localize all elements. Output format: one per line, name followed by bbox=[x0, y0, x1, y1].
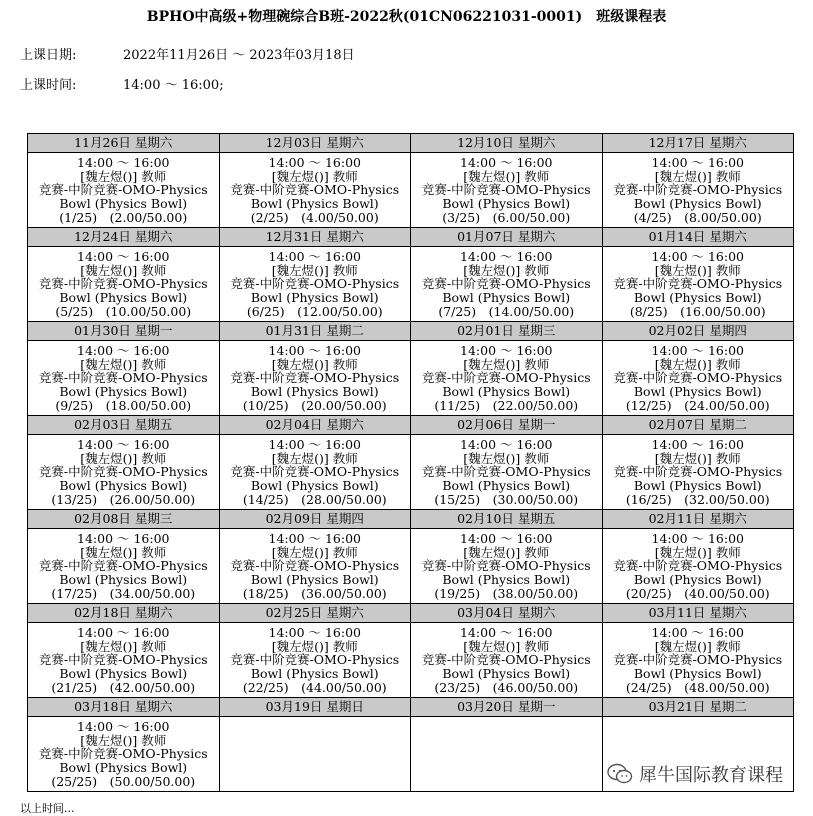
session-details bbox=[411, 529, 602, 601]
session-cell bbox=[411, 698, 603, 792]
session-cell bbox=[28, 604, 220, 698]
session-cell bbox=[220, 228, 412, 322]
session-teacher: [魏左煜()] 教师 bbox=[463, 638, 550, 654]
session-cell bbox=[603, 322, 795, 416]
session-time: 14:00 ～ 16:00 bbox=[268, 249, 361, 264]
session-teacher: [魏左煜()] 教师 bbox=[463, 168, 550, 184]
session-teacher: [魏左煜()] 教师 bbox=[654, 168, 741, 184]
session-course2: Bowl (Physics Bowl) bbox=[59, 666, 188, 682]
session-date-header: 01月07日 星期六 bbox=[411, 228, 602, 247]
session-time: 14:00 ～ 16:00 bbox=[460, 249, 553, 264]
session-course2: Bowl (Physics Bowl) bbox=[633, 572, 762, 588]
session-course2: Bowl (Physics Bowl) bbox=[250, 384, 379, 400]
session-details bbox=[411, 341, 602, 413]
session-progress: (22/25) (44.00/50.00) bbox=[242, 679, 387, 695]
session-details bbox=[603, 529, 794, 601]
session-progress: (16/25) (32.00/50.00) bbox=[625, 491, 770, 507]
schedule-grid bbox=[27, 133, 794, 792]
session-cell bbox=[411, 322, 603, 416]
session-course2: Bowl (Physics Bowl) bbox=[59, 290, 188, 306]
session-time: 14:00 ～ 16:00 bbox=[651, 531, 744, 546]
session-details bbox=[603, 153, 794, 225]
session-details bbox=[220, 529, 411, 601]
session-course1: 竞赛-中阶竞赛-OMO-Physics bbox=[421, 276, 591, 292]
watermark-text: 犀牛国际教育课程 bbox=[639, 765, 783, 786]
session-date-header: 02月18日 星期六 bbox=[28, 604, 219, 623]
session-date-header: 03月21日 星期二 bbox=[603, 698, 794, 717]
session-course2: Bowl (Physics Bowl) bbox=[250, 666, 379, 682]
session-date-header: 11月26日 星期六 bbox=[28, 134, 219, 153]
session-course1: 竞赛-中阶竞赛-OMO-Physics bbox=[613, 558, 783, 574]
session-date-header: 02月02日 星期四 bbox=[603, 322, 794, 341]
session-details bbox=[28, 435, 219, 507]
session-date-header: 02月25日 星期六 bbox=[220, 604, 411, 623]
schedule-date-row bbox=[20, 44, 355, 63]
session-course1: 竞赛-中阶竞赛-OMO-Physics bbox=[230, 370, 400, 386]
session-teacher: [魏左煜()] 教师 bbox=[654, 544, 741, 560]
session-details bbox=[411, 717, 602, 720]
session-date-header: 02月04日 星期六 bbox=[220, 416, 411, 435]
session-date-header: 02月08日 星期三 bbox=[28, 510, 219, 529]
session-details bbox=[411, 435, 602, 507]
session-date-header: 02月07日 星期二 bbox=[603, 416, 794, 435]
session-cell bbox=[28, 698, 220, 792]
session-details bbox=[603, 623, 794, 695]
session-teacher: [魏左煜()] 教师 bbox=[271, 638, 358, 654]
session-cell bbox=[411, 604, 603, 698]
session-progress: (7/25) (14.00/50.00) bbox=[438, 303, 575, 319]
session-cell bbox=[28, 322, 220, 416]
session-course1: 竞赛-中阶竞赛-OMO-Physics bbox=[230, 464, 400, 480]
session-cell bbox=[28, 510, 220, 604]
session-teacher: [魏左煜()] 教师 bbox=[463, 356, 550, 372]
session-progress: (6/25) (12.00/50.00) bbox=[246, 303, 383, 319]
session-teacher: [魏左煜()] 教师 bbox=[463, 544, 550, 560]
session-course2: Bowl (Physics Bowl) bbox=[442, 290, 571, 306]
session-date-header: 12月31日 星期六 bbox=[220, 228, 411, 247]
session-progress: (9/25) (18.00/50.00) bbox=[55, 397, 192, 413]
session-progress: (15/25) (30.00/50.00) bbox=[434, 491, 579, 507]
session-details bbox=[28, 153, 219, 225]
session-course2: Bowl (Physics Bowl) bbox=[59, 572, 188, 588]
session-cell bbox=[220, 510, 412, 604]
session-course2: Bowl (Physics Bowl) bbox=[250, 478, 379, 494]
session-course2: Bowl (Physics Bowl) bbox=[250, 572, 379, 588]
session-teacher: [魏左煜()] 教师 bbox=[654, 638, 741, 654]
page-title: BPHO中高级+物理碗综合B班-2022秋(01CN06221031-0001) 班级课程表 bbox=[146, 9, 667, 25]
session-course2: Bowl (Physics Bowl) bbox=[442, 666, 571, 682]
session-details bbox=[603, 717, 794, 720]
date-label: 上课日期: bbox=[20, 48, 77, 63]
session-progress: (18/25) (36.00/50.00) bbox=[242, 585, 387, 601]
session-course1: 竞赛-中阶竞赛-OMO-Physics bbox=[421, 464, 591, 480]
session-course1: 竞赛-中阶竞赛-OMO-Physics bbox=[613, 276, 783, 292]
session-course2: Bowl (Physics Bowl) bbox=[59, 760, 188, 776]
session-course1: 竞赛-中阶竞赛-OMO-Physics bbox=[38, 746, 208, 762]
session-date-header: 12月10日 星期六 bbox=[411, 134, 602, 153]
session-progress: (2/25) (4.00/50.00) bbox=[250, 209, 379, 225]
session-date-header: 03月19日 星期日 bbox=[220, 698, 411, 717]
time-value: 14:00 ～ 16:00; bbox=[123, 78, 224, 93]
session-course1: 竞赛-中阶竞赛-OMO-Physics bbox=[613, 652, 783, 668]
session-date-header: 03月20日 星期一 bbox=[411, 698, 602, 717]
session-teacher: [魏左煜()] 教师 bbox=[80, 732, 167, 748]
session-course2: Bowl (Physics Bowl) bbox=[250, 290, 379, 306]
session-time: 14:00 ～ 16:00 bbox=[268, 437, 361, 452]
session-cell bbox=[411, 510, 603, 604]
session-cell bbox=[28, 134, 220, 228]
session-date-header: 12月17日 星期六 bbox=[603, 134, 794, 153]
footer-note: 以上时间... bbox=[20, 802, 75, 815]
session-progress: (24/25) (48.00/50.00) bbox=[625, 679, 770, 695]
session-course1: 竞赛-中阶竞赛-OMO-Physics bbox=[421, 652, 591, 668]
session-time: 14:00 ～ 16:00 bbox=[651, 437, 744, 452]
session-cell bbox=[220, 416, 412, 510]
session-date-header: 02月09日 星期四 bbox=[220, 510, 411, 529]
session-date-header: 01月31日 星期二 bbox=[220, 322, 411, 341]
session-course1: 竞赛-中阶竞赛-OMO-Physics bbox=[38, 558, 208, 574]
session-progress: (1/25) (2.00/50.00) bbox=[59, 209, 188, 225]
session-time: 14:00 ～ 16:00 bbox=[651, 343, 744, 358]
session-time: 14:00 ～ 16:00 bbox=[651, 625, 744, 640]
session-course1: 竞赛-中阶竞赛-OMO-Physics bbox=[613, 182, 783, 198]
session-time: 14:00 ～ 16:00 bbox=[651, 249, 744, 264]
session-time: 14:00 ～ 16:00 bbox=[77, 155, 170, 170]
session-teacher: [魏左煜()] 教师 bbox=[80, 262, 167, 278]
time-label: 上课时间: bbox=[20, 78, 77, 93]
session-details bbox=[220, 623, 411, 695]
session-details bbox=[28, 529, 219, 601]
session-time: 14:00 ～ 16:00 bbox=[77, 719, 170, 734]
session-course2: Bowl (Physics Bowl) bbox=[442, 478, 571, 494]
session-teacher: [魏左煜()] 教师 bbox=[271, 262, 358, 278]
session-cell bbox=[411, 134, 603, 228]
session-course2: Bowl (Physics Bowl) bbox=[633, 196, 762, 212]
session-details bbox=[220, 247, 411, 319]
session-course2: Bowl (Physics Bowl) bbox=[633, 290, 762, 306]
session-date-header: 01月14日 星期六 bbox=[603, 228, 794, 247]
session-course2: Bowl (Physics Bowl) bbox=[59, 478, 188, 494]
session-details bbox=[220, 153, 411, 225]
session-details bbox=[28, 341, 219, 413]
session-time: 14:00 ～ 16:00 bbox=[77, 249, 170, 264]
session-cell bbox=[603, 510, 795, 604]
session-time: 14:00 ～ 16:00 bbox=[268, 625, 361, 640]
session-course1: 竞赛-中阶竞赛-OMO-Physics bbox=[230, 276, 400, 292]
session-date-header: 01月30日 星期一 bbox=[28, 322, 219, 341]
session-progress: (10/25) (20.00/50.00) bbox=[242, 397, 387, 413]
session-progress: (4/25) (8.00/50.00) bbox=[633, 209, 762, 225]
session-teacher: [魏左煜()] 教师 bbox=[80, 168, 167, 184]
session-course2: Bowl (Physics Bowl) bbox=[442, 196, 571, 212]
session-details bbox=[220, 717, 411, 720]
session-teacher: [魏左煜()] 教师 bbox=[654, 356, 741, 372]
session-details bbox=[28, 623, 219, 695]
session-date-header: 02月06日 星期一 bbox=[411, 416, 602, 435]
wechat-icon bbox=[607, 763, 633, 785]
date-value: 2022年11月26日 ～ 2023年03月18日 bbox=[123, 48, 355, 63]
session-progress: (20/25) (40.00/50.00) bbox=[625, 585, 770, 601]
session-details bbox=[603, 341, 794, 413]
session-progress: (13/25) (26.00/50.00) bbox=[51, 491, 196, 507]
session-course1: 竞赛-中阶竞赛-OMO-Physics bbox=[38, 370, 208, 386]
session-teacher: [魏左煜()] 教师 bbox=[80, 450, 167, 466]
session-cell bbox=[220, 604, 412, 698]
session-time: 14:00 ～ 16:00 bbox=[460, 437, 553, 452]
session-date-header: 02月11日 星期六 bbox=[603, 510, 794, 529]
session-progress: (23/25) (46.00/50.00) bbox=[434, 679, 579, 695]
session-time: 14:00 ～ 16:00 bbox=[268, 155, 361, 170]
session-course2: Bowl (Physics Bowl) bbox=[250, 196, 379, 212]
session-progress: (25/25) (50.00/50.00) bbox=[51, 773, 196, 789]
session-time: 14:00 ～ 16:00 bbox=[77, 343, 170, 358]
session-progress: (21/25) (42.00/50.00) bbox=[51, 679, 196, 695]
session-progress: (5/25) (10.00/50.00) bbox=[55, 303, 192, 319]
schedule-time-row bbox=[20, 74, 224, 93]
session-date-header: 12月03日 星期六 bbox=[220, 134, 411, 153]
session-course1: 竞赛-中阶竞赛-OMO-Physics bbox=[38, 182, 208, 198]
session-progress: (8/25) (16.00/50.00) bbox=[629, 303, 766, 319]
session-details bbox=[220, 435, 411, 507]
session-course1: 竞赛-中阶竞赛-OMO-Physics bbox=[421, 182, 591, 198]
session-time: 14:00 ～ 16:00 bbox=[77, 625, 170, 640]
session-course2: Bowl (Physics Bowl) bbox=[633, 384, 762, 400]
session-date-header: 02月01日 星期三 bbox=[411, 322, 602, 341]
session-cell bbox=[220, 134, 412, 228]
session-course2: Bowl (Physics Bowl) bbox=[59, 384, 188, 400]
session-teacher: [魏左煜()] 教师 bbox=[654, 450, 741, 466]
session-cell bbox=[411, 416, 603, 510]
session-course2: Bowl (Physics Bowl) bbox=[442, 384, 571, 400]
session-course1: 竞赛-中阶竞赛-OMO-Physics bbox=[230, 652, 400, 668]
session-cell bbox=[28, 416, 220, 510]
session-teacher: [魏左煜()] 教师 bbox=[80, 544, 167, 560]
session-course1: 竞赛-中阶竞赛-OMO-Physics bbox=[613, 370, 783, 386]
session-time: 14:00 ～ 16:00 bbox=[460, 343, 553, 358]
session-course1: 竞赛-中阶竞赛-OMO-Physics bbox=[421, 370, 591, 386]
session-teacher: [魏左煜()] 教师 bbox=[463, 450, 550, 466]
session-time: 14:00 ～ 16:00 bbox=[268, 531, 361, 546]
session-course2: Bowl (Physics Bowl) bbox=[59, 196, 188, 212]
session-cell bbox=[603, 416, 795, 510]
session-teacher: [魏左煜()] 教师 bbox=[80, 638, 167, 654]
session-details bbox=[28, 247, 219, 319]
session-course1: 竞赛-中阶竞赛-OMO-Physics bbox=[38, 276, 208, 292]
session-date-header: 03月04日 星期六 bbox=[411, 604, 602, 623]
session-date-header: 03月18日 星期六 bbox=[28, 698, 219, 717]
session-cell bbox=[220, 322, 412, 416]
session-progress: (17/25) (34.00/50.00) bbox=[51, 585, 196, 601]
session-teacher: [魏左煜()] 教师 bbox=[654, 262, 741, 278]
session-teacher: [魏左煜()] 教师 bbox=[271, 168, 358, 184]
session-details bbox=[603, 247, 794, 319]
watermark bbox=[603, 759, 787, 789]
session-time: 14:00 ～ 16:00 bbox=[460, 531, 553, 546]
session-details bbox=[411, 623, 602, 695]
session-course1: 竞赛-中阶竞赛-OMO-Physics bbox=[613, 464, 783, 480]
session-details bbox=[411, 247, 602, 319]
session-progress: (12/25) (24.00/50.00) bbox=[625, 397, 770, 413]
session-time: 14:00 ～ 16:00 bbox=[651, 155, 744, 170]
session-date-header: 02月03日 星期五 bbox=[28, 416, 219, 435]
session-details bbox=[603, 435, 794, 507]
session-date-header: 03月11日 星期六 bbox=[603, 604, 794, 623]
session-details bbox=[220, 341, 411, 413]
session-course1: 竞赛-中阶竞赛-OMO-Physics bbox=[230, 182, 400, 198]
session-time: 14:00 ～ 16:00 bbox=[460, 625, 553, 640]
session-time: 14:00 ～ 16:00 bbox=[77, 531, 170, 546]
session-teacher: [魏左煜()] 教师 bbox=[271, 544, 358, 560]
session-time: 14:00 ～ 16:00 bbox=[77, 437, 170, 452]
session-progress: (14/25) (28.00/50.00) bbox=[242, 491, 387, 507]
session-course1: 竞赛-中阶竞赛-OMO-Physics bbox=[230, 558, 400, 574]
session-date-header: 12月24日 星期六 bbox=[28, 228, 219, 247]
session-cell bbox=[603, 604, 795, 698]
session-cell bbox=[220, 698, 412, 792]
session-cell bbox=[603, 134, 795, 228]
session-course1: 竞赛-中阶竞赛-OMO-Physics bbox=[38, 652, 208, 668]
session-teacher: [魏左煜()] 教师 bbox=[271, 356, 358, 372]
session-time: 14:00 ～ 16:00 bbox=[268, 343, 361, 358]
session-teacher: [魏左煜()] 教师 bbox=[80, 356, 167, 372]
session-progress: (3/25) (6.00/50.00) bbox=[442, 209, 571, 225]
session-teacher: [魏左煜()] 教师 bbox=[271, 450, 358, 466]
session-course2: Bowl (Physics Bowl) bbox=[442, 572, 571, 588]
session-cell bbox=[28, 228, 220, 322]
session-course1: 竞赛-中阶竞赛-OMO-Physics bbox=[421, 558, 591, 574]
session-course2: Bowl (Physics Bowl) bbox=[633, 478, 762, 494]
session-cell bbox=[411, 228, 603, 322]
session-progress: (11/25) (22.00/50.00) bbox=[434, 397, 579, 413]
session-details bbox=[28, 717, 219, 789]
session-details bbox=[411, 153, 602, 225]
session-course1: 竞赛-中阶竞赛-OMO-Physics bbox=[38, 464, 208, 480]
session-course2: Bowl (Physics Bowl) bbox=[633, 666, 762, 682]
session-date-header: 02月10日 星期五 bbox=[411, 510, 602, 529]
session-time: 14:00 ～ 16:00 bbox=[460, 155, 553, 170]
session-cell bbox=[603, 228, 795, 322]
session-progress: (19/25) (38.00/50.00) bbox=[434, 585, 579, 601]
session-teacher: [魏左煜()] 教师 bbox=[463, 262, 550, 278]
